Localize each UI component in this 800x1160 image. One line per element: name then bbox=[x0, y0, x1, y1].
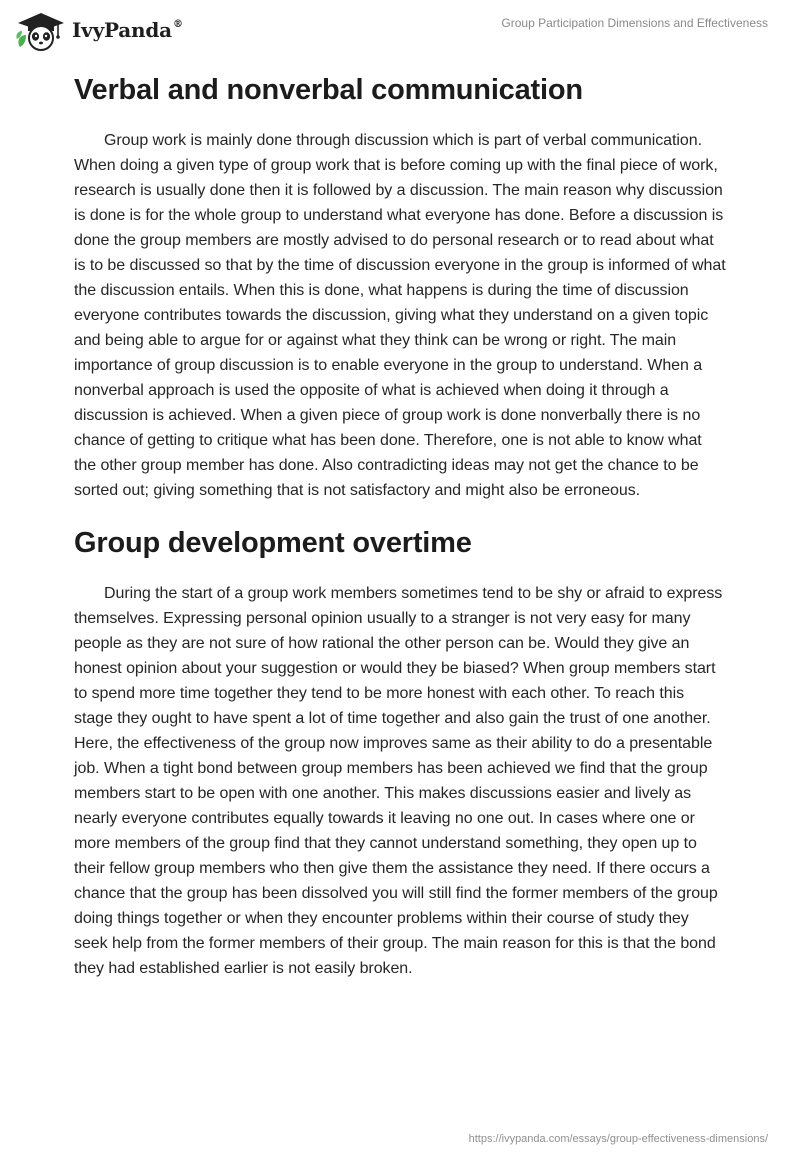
section-heading-group-development: Group development overtime bbox=[74, 527, 472, 559]
section-heading-verbal-communication: Verbal and nonverbal communication bbox=[74, 74, 583, 106]
document-title: Group Participation Dimensions and Effectiveness bbox=[501, 16, 768, 30]
panda-graduation-cap-icon bbox=[14, 9, 66, 51]
section-paragraph-verbal-communication: Group work is mainly done through discussion which is part of verbal communication. When doing a given type of group work that is before coming up with the final piece of work, research is usually done then it is followed by a discussion. The main reason why discussion is done is for the whole group to understand what everyone has done. Before a discussion is done the group members are mostly advised to do personal research or to read about what is to be discussed so that by the time of discussion everyone in the group is informed of what the discussion entails. When this is done, what happens is during the time of discussion everyone contributes towards the discussion, giving what they understand on a given topic and being able to argue for or against what they think can be wrong or right. The main importance of group discussion is to enable everyone in the group to understand. When a nonverbal approach is used the opposite of what is achieved when doing it through a discussion is achieved. When a given piece of group work is done nonverbally there is no chance of getting to critique what has been done. Therefore, one is not able to know what the other group member has done. Also contradicting ideas may not get the chance to be sorted out; giving something that is not satisfactory and might also be erroneous. bbox=[74, 132, 726, 499]
source-url-link[interactable]: https://ivypanda.com/essays/group-effectiveness-dimensions/ bbox=[468, 1133, 768, 1145]
page-header bbox=[0, 0, 800, 64]
brand-logo[interactable] bbox=[14, 9, 183, 51]
registered-mark: ® bbox=[172, 19, 183, 31]
section-paragraph-group-development: During the start of a group work members sometimes tend to be shy or afraid to express themselves. Expressing personal opinion usually to a stranger is not very easy for many people as they are not sure of how rational the other person can be. Would they give an honest opinion about your suggestion or would they be biased? When group members start to spend more time together they tend to be more honest with each other. To reach this stage they ought to have spent a lot of time together and also gain the trust of one another. Here, the effectiveness of the group now improves same as their ability to do a presentable job. When a tight bond between group members has been achieved we find that the group members start to be open with one another. This makes discussions easier and lively as nearly everyone contributes equally towards it leaving no one out. In cases where one or more members of the group find that they cannot understand something, they open up to their fellow group members who then give them the assistance they need. If there occurs a chance that the group has been dissolved you will still find the former members of the group doing things together or when they encounter problems within their course of study they seek help from the former members of their group. The main reason for this is that the bond they had established earlier is not easily broken. bbox=[74, 585, 723, 977]
essay-content bbox=[74, 64, 726, 981]
brand-name: IvyPanda bbox=[72, 18, 172, 42]
